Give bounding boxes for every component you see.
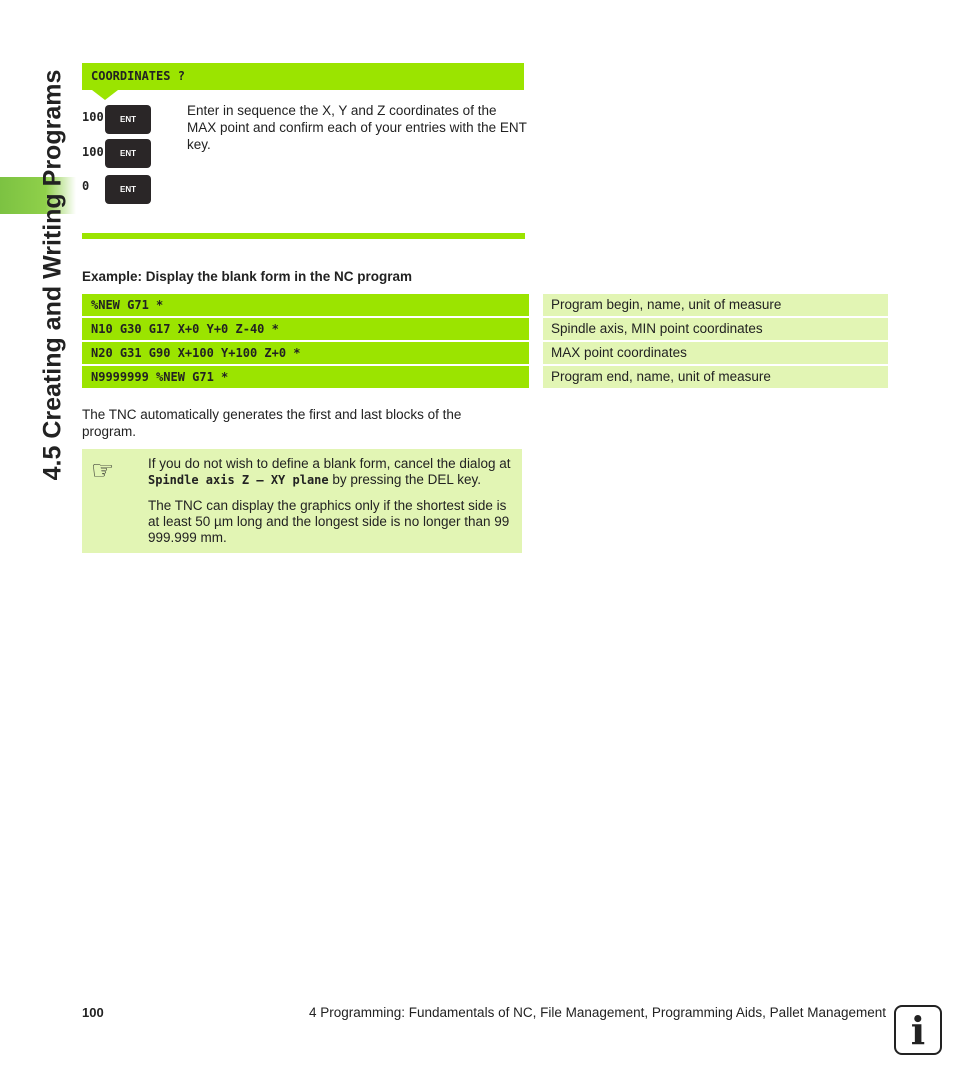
nc-comment: Program begin, name, unit of measure (543, 294, 888, 316)
note-text: If you do not wish to define a blank form, cancel the dialog at (148, 456, 511, 471)
table-row (82, 318, 888, 340)
ent-key[interactable]: ENT (105, 175, 151, 204)
nc-code: %NEW G71 * (82, 294, 529, 316)
prompt-arrow-icon (92, 90, 118, 100)
table-row (82, 294, 888, 316)
input-value: 0 (82, 179, 90, 193)
note-text-2: The TNC can display the graphics only if the shortest side is at least 50 µm long and the longest side is no longer than 99 999.999 mm. (148, 498, 510, 545)
ent-key[interactable]: ENT (105, 139, 151, 168)
note-text-1 (148, 456, 518, 488)
nc-code: N20 G31 G90 X+100 Y+100 Z+0 * (82, 342, 529, 364)
nc-comment: Program end, name, unit of measure (543, 366, 888, 388)
pointing-hand-icon: ☞ (91, 455, 115, 485)
dialog-prompt-bar (82, 63, 524, 90)
section-title: 4.5 Creating and Writing Programs (38, 69, 67, 481)
nc-comment: MAX point coordinates (543, 342, 888, 364)
example-heading: Example: Display the blank form in the NC program (82, 269, 413, 284)
input-value: 100 (82, 145, 104, 159)
table-row (82, 366, 888, 388)
chapter-title: 4 Programming: Fundamentals of NC, File Management, Programming Aids, Pallet Management (308, 1005, 886, 1020)
input-value: 100 (82, 110, 104, 124)
info-icon: i (894, 1005, 942, 1055)
note-text: by pressing the DEL key. (328, 472, 481, 487)
note-code: Spindle axis Z – XY plane (148, 473, 329, 487)
dialog-description: Enter in sequence the X, Y and Z coordinates of the MAX point and confirm each of your entries with the ENT key. (187, 103, 527, 152)
note-box (82, 449, 522, 553)
dialog-end-bar (82, 233, 525, 239)
ent-key[interactable]: ENT (105, 105, 151, 134)
body-paragraph: The TNC automatically generates the first and last blocks of the program. (82, 407, 462, 439)
table-row (82, 342, 888, 364)
page-number: 100 (82, 1005, 104, 1020)
dialog-prompt: COORDINATES ? (91, 69, 185, 83)
nc-code: N9999999 %NEW G71 * (82, 366, 529, 388)
nc-code: N10 G30 G17 X+0 Y+0 Z-40 * (82, 318, 529, 340)
nc-comment: Spindle axis, MIN point coordinates (543, 318, 888, 340)
